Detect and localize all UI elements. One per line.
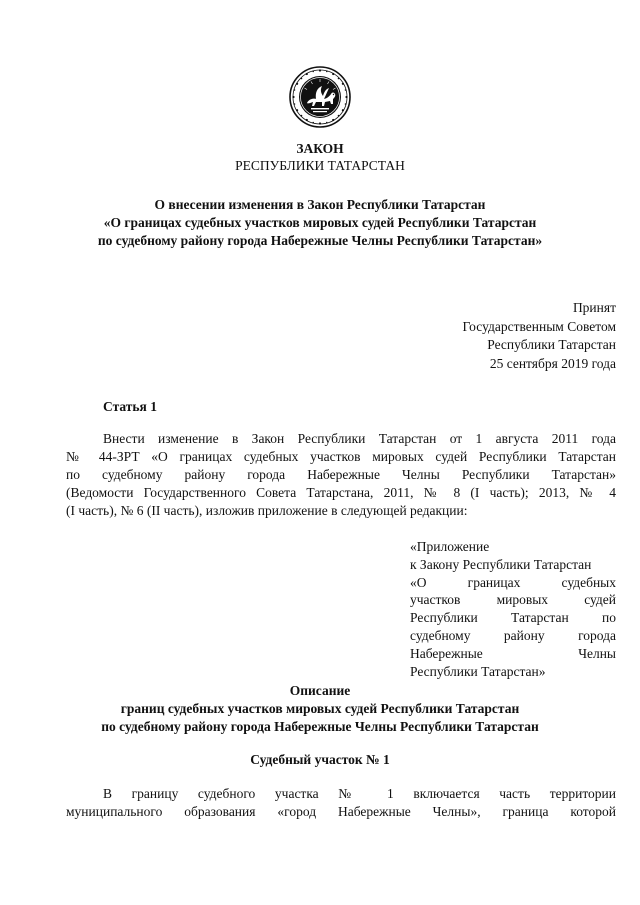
annex-block bbox=[410, 538, 616, 680]
description-line-1: границ судебных участков мировых судей Республики Татарстан bbox=[120, 701, 520, 716]
title-line-2: «О границах судебных участков мировых судей Республики Татарстан bbox=[103, 215, 537, 230]
coat-of-arms-icon bbox=[289, 66, 351, 128]
title-line-3: по судебному району города Набережные Челны Республики Татарстан» bbox=[97, 233, 543, 248]
annex-line-1: «Приложение bbox=[410, 539, 490, 554]
document-type: ЗАКОН bbox=[296, 141, 344, 156]
adoption-line-3: Республики Татарстан bbox=[487, 337, 616, 352]
adoption-line-1: Принят bbox=[572, 300, 616, 315]
adoption-block bbox=[463, 299, 616, 373]
annex-line-5: Республики Татарстан по bbox=[410, 610, 616, 626]
article-line-4: (Ведомости Государственного Совета Татарстана, 2011, № 8 (I часть); 2013, № 4 bbox=[66, 485, 616, 500]
section-line-2: муниципального образования «город Набережные Челны», граница которой bbox=[66, 804, 616, 819]
annex-line-6: судебному району города bbox=[410, 627, 616, 643]
section-heading: Судебный участок № 1 bbox=[250, 752, 390, 767]
article-line-3: по судебному району города Набережные Челны Республики Татарстан» bbox=[66, 467, 616, 482]
description-line-2: по судебному району города Набережные Челны Республики Татарстан bbox=[101, 719, 539, 734]
article-heading: Статья 1 bbox=[103, 399, 157, 414]
title-line-1: О внесении изменения в Закон Республики Татарстан bbox=[154, 197, 486, 212]
document-issuer: РЕСПУБЛИКИ ТАТАРСТАН bbox=[235, 158, 405, 173]
annex-line-4: участков мировых судей bbox=[410, 592, 616, 608]
section-line-1: В границу судебного участка № 1 включается часть территории bbox=[103, 786, 616, 801]
article-line-5: (I часть), № 6 (II часть), изложив приложение в следующей редакции: bbox=[66, 503, 468, 518]
article-line-2: № 44-ЗРТ «О границах судебных участков мировых судей Республики Татарстан bbox=[66, 449, 616, 464]
annex-line-3: «О границах судебных bbox=[410, 574, 616, 590]
description-heading: Описание bbox=[289, 683, 351, 698]
adoption-date: 25 сентября 2019 года bbox=[489, 355, 616, 371]
annex-line-8: Республики Татарстан» bbox=[410, 663, 546, 679]
adoption-line-2: Государственным Советом bbox=[462, 318, 616, 334]
article-line-1: Внести изменение в Закон Республики Татарстан от 1 августа 2011 года bbox=[103, 431, 616, 446]
annex-line-2: к Закону Республики Татарстан bbox=[410, 556, 592, 572]
annex-line-7: Набережные Челны bbox=[410, 645, 616, 661]
